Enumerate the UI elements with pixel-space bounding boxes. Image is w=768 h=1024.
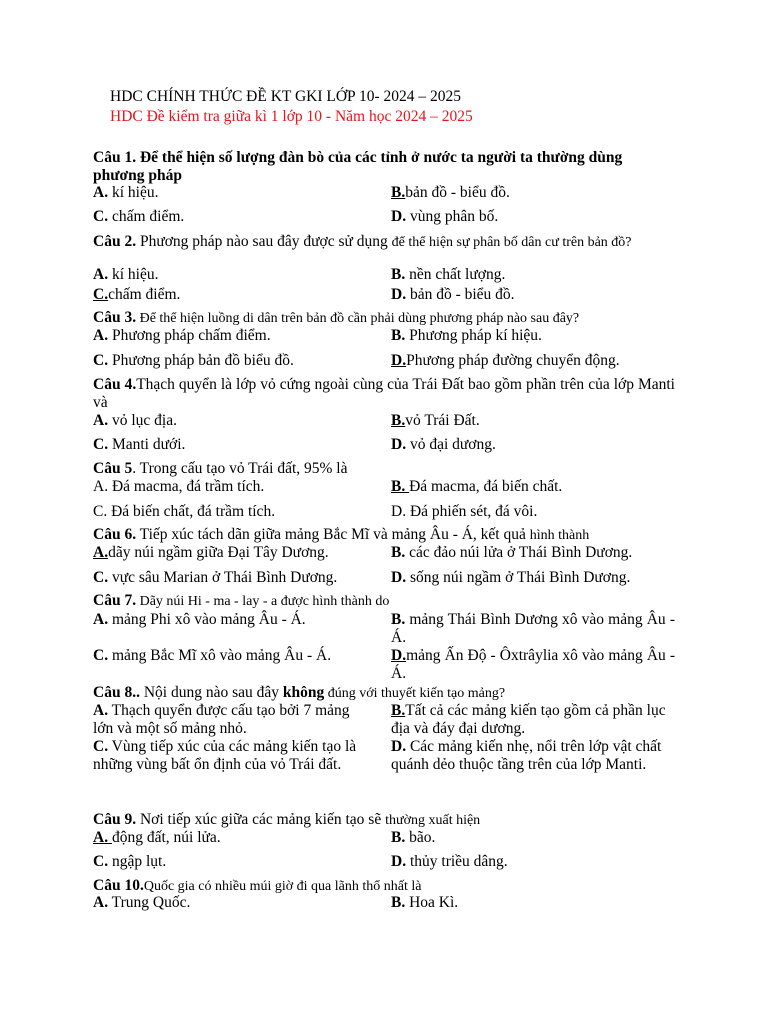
question-1	[93, 149, 675, 185]
document-title: HDC CHÍNH THỨC ĐỀ KT GKI LỚP 10- 2024 – 2025	[110, 88, 462, 105]
q7-option-b: B. mảng Thái Bình Dương xô vào mảng Âu - Á.	[391, 611, 675, 646]
q7-option-d: D.mảng Ấn Độ - Ôxtrâylia xô vào mảng Âu - Á.	[391, 647, 675, 682]
q1-option-b: B.bản đồ - biểu đồ.	[391, 184, 510, 201]
q7-option-c: C. mảng Bắc Mĩ xô vào mảng Âu - Á.	[93, 647, 332, 664]
q9-option-b: B. bão.	[391, 829, 436, 846]
question-9: Câu 9. Nơi tiếp xúc giữa các mảng kiến tạo sẽ thường xuất hiện	[93, 811, 481, 828]
q6-option-c: C. vực sâu Marian ở Thái Bình Dương.	[93, 569, 338, 586]
q3-option-c: C. Phương pháp bản đồ biểu đồ.	[93, 352, 294, 369]
q1-option-a: A. kí hiệu.	[93, 184, 159, 201]
q9-option-c: C. ngập lụt.	[93, 853, 167, 870]
q5-option-b: B. Đá macma, đá biến chất.	[391, 478, 563, 495]
question-4: Câu 4.Thạch quyển là lớp vỏ cứng ngoài cùng của Trái Đất bao gồm phần trên của lớp Manti và	[93, 376, 675, 411]
q5-option-a: A. Đá macma, đá trầm tích.	[93, 478, 265, 495]
question-1-text: Để thể hiện số lượng đàn bò của các tỉnh ở nước ta người ta thường dùng phương pháp	[93, 149, 623, 184]
q6-option-b: B. các đảo núi lửa ở Thái Bình Dương.	[391, 544, 633, 561]
question-2: Câu 2. Phương pháp nào sau đây được sử dụng để thể hiện sự phân bố dân cư trên bản đồ?	[93, 233, 632, 250]
q6-option-a: A.dãy núi ngầm giữa Đại Tây Dương.	[93, 544, 329, 561]
q8-option-d: D. Các mảng kiến nhẹ, nổi trên lớp vật chất quánh dẻo thuộc tầng trên của lớp Manti.	[391, 738, 662, 773]
q8-option-a: A. Thạch quyển được cấu tạo bởi 7 mảng lớn và một số mảng nhỏ.	[93, 702, 350, 737]
q9-option-a: A. động đất, núi lửa.	[93, 829, 221, 846]
q4-option-c: C. Manti dưới.	[93, 436, 186, 453]
q3-option-b: B. Phương pháp kí hiệu.	[391, 327, 542, 344]
q2-option-d: D. bản đồ - biểu đồ.	[391, 286, 515, 303]
q7-option-a: A. mảng Phi xô vào mảng Âu - Á.	[93, 611, 306, 628]
q3-option-d: D.Phương pháp đường chuyển động.	[391, 352, 620, 369]
q5-option-c: C. Đá biến chất, đá trầm tích.	[93, 503, 276, 520]
document-subtitle: HDC Đề kiểm tra giữa kì 1 lớp 10 - Năm học 2024 – 2025	[110, 108, 473, 125]
q4-option-b: B.vỏ Trái Đất.	[391, 412, 480, 429]
question-5: Câu 5. Trong cấu tạo vỏ Trái đất, 95% là	[93, 460, 348, 477]
question-6: Câu 6. Tiếp xúc tách dãn giữa mảng Bắc Mĩ và mảng Âu - Á, kết quả hình thành	[93, 526, 590, 543]
q8-option-b: B.Tất cả các mảng kiến tạo gồm cả phần lục địa và đáy đại dương.	[391, 702, 666, 737]
q6-option-d: D. sống núi ngầm ở Thái Bình Dương.	[391, 569, 631, 586]
question-7: Câu 7. Dãy núi Hi - ma - lay - a được hình thành do	[93, 592, 390, 609]
q8-option-c: C. Vùng tiếp xúc của các mảng kiến tạo là những vùng bất ổn định của vỏ Trái đất.	[93, 738, 357, 773]
question-1-label: Câu 1.	[93, 149, 137, 166]
q4-option-d: D. vỏ đại dương.	[391, 436, 496, 453]
q2-option-b: B. nền chất lượng.	[391, 266, 506, 283]
q1-option-c: C. chấm điểm.	[93, 208, 185, 225]
question-3: Câu 3. Để thể hiện luồng di dân trên bản đồ cần phải dùng phương pháp nào sau đây?	[93, 309, 580, 326]
q2-option-c: C.chấm điểm.	[93, 286, 181, 303]
q2-option-a: A. kí hiệu.	[93, 266, 159, 283]
q5-option-d: D. Đá phiến sét, đá vôi.	[391, 503, 538, 520]
question-10: Câu 10.Quốc gia có nhiều múi giờ đi qua lãnh thổ nhất là	[93, 877, 422, 894]
question-8: Câu 8.. Nội dung nào sau đây không đúng với thuyết kiến tạo mảng?	[93, 684, 506, 701]
q4-option-a: A. vỏ lục địa.	[93, 412, 177, 429]
q10-option-a: A. Trung Quốc.	[93, 894, 191, 911]
q3-option-a: A. Phương pháp chấm điểm.	[93, 327, 271, 344]
q10-option-b: B. Hoa Kì.	[391, 894, 459, 911]
q1-option-d: D. vùng phân bố.	[391, 208, 499, 225]
q9-option-d: D. thủy triều dâng.	[391, 853, 508, 870]
